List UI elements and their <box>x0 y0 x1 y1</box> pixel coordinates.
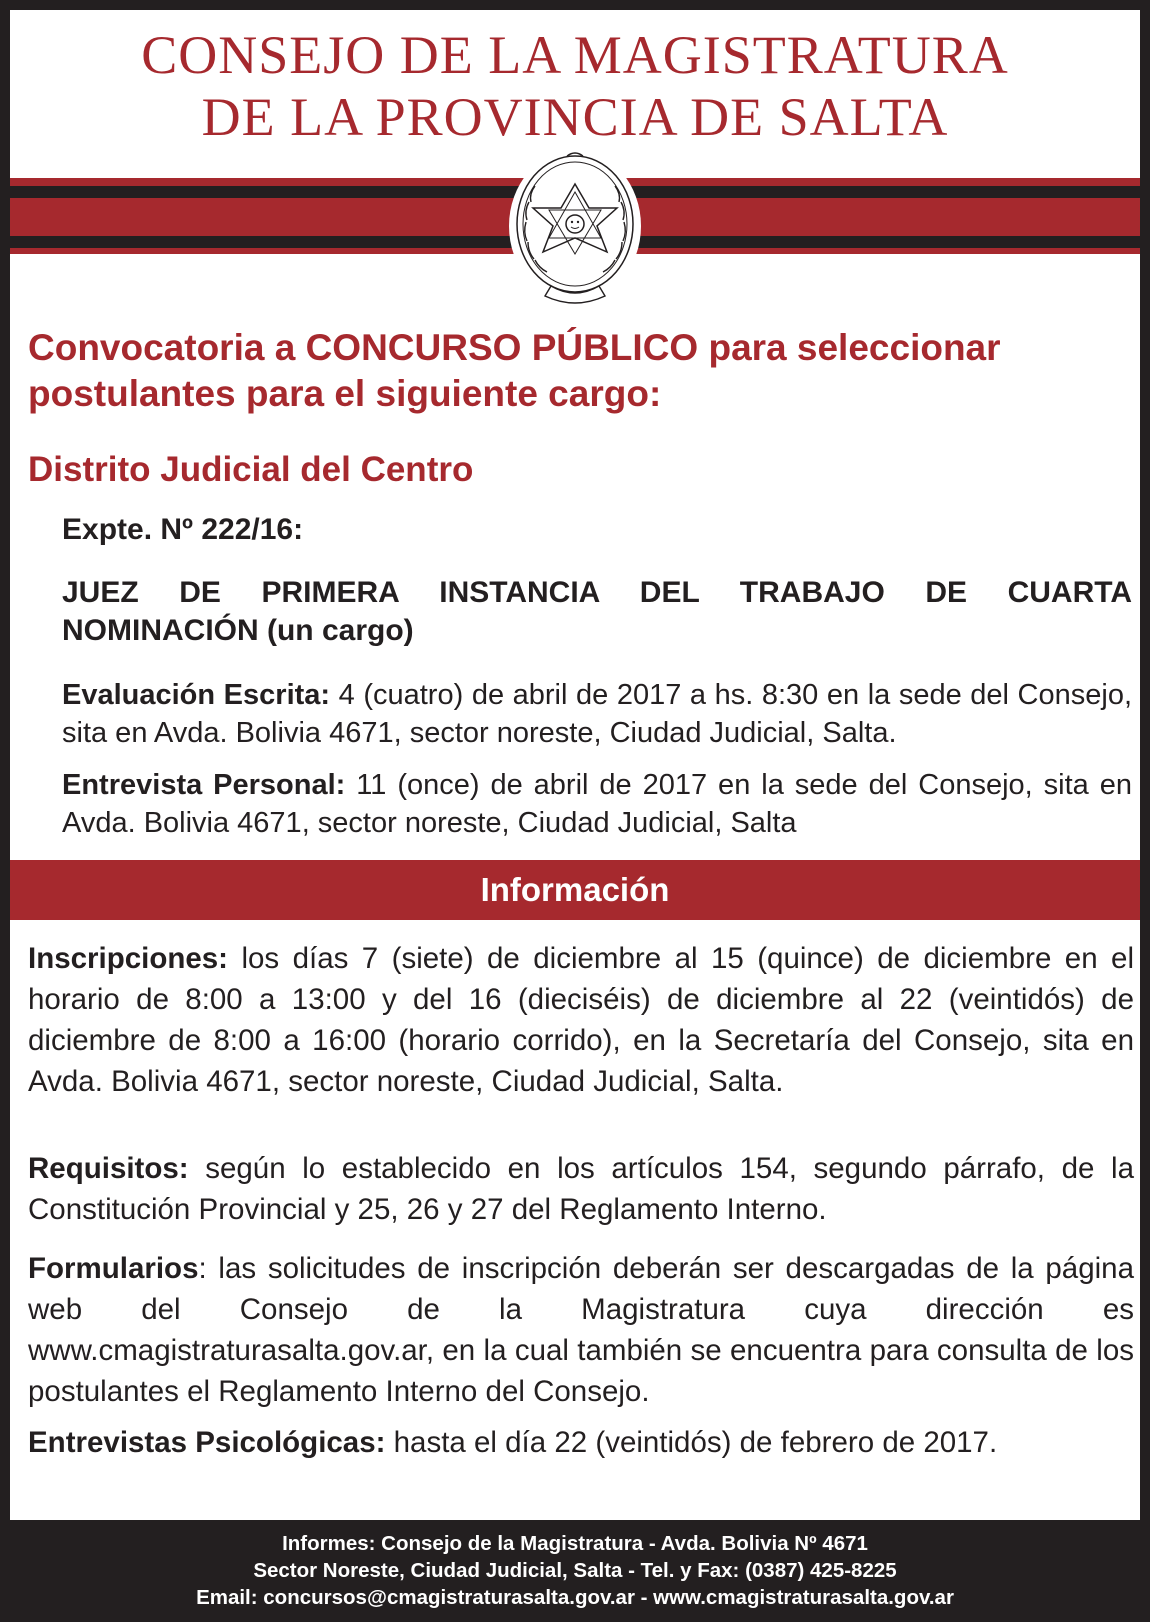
entrevista-personal <box>62 766 1132 842</box>
cargo-line2: NOMINACIÓN (un cargo) <box>62 614 414 647</box>
footer-line1: Informes: Consejo de la Magistratura - Avda. Bolivia Nº 4671 <box>282 1532 868 1555</box>
provincial-seal-icon <box>505 146 645 316</box>
convocatoria-line2: postulantes para el siguiente cargo: <box>28 373 662 414</box>
informacion-banner: Información <box>10 860 1140 920</box>
entrevista-label: Entrevista Personal: <box>62 769 346 801</box>
evaluacion-label: Evaluación Escrita: <box>62 679 331 711</box>
cargo-line1: JUEZ DE PRIMERA INSTANCIA DEL TRABAJO DE CUARTA <box>62 576 1132 609</box>
expediente-number: Expte. Nº 222/16: <box>62 513 304 546</box>
inscripciones-label: Inscripciones: <box>28 942 229 975</box>
psicologicas-text: hasta el día 22 (veintidós) de febrero de 2017. <box>385 1426 998 1459</box>
psicologicas-paragraph <box>28 1422 1134 1463</box>
formularios-paragraph <box>28 1248 1134 1412</box>
institution-title <box>10 24 1140 148</box>
institution-title-line2: DE LA PROVINCIA DE SALTA <box>201 87 949 147</box>
footer-line3: Email: concursos@cmagistraturasalta.gov.ar - www.cmagistraturasalta.gov.ar <box>196 1586 954 1609</box>
requisitos-paragraph <box>28 1148 1134 1230</box>
evaluacion-escrita <box>62 676 1132 752</box>
formularios-text: : las solicitudes de inscripción deberán ser descargadas de la página web del Consejo de la Magistratura cuya dirección es www.cmagistraturasalta.gov.ar, en la cual también se encuentra para consulta de los postulantes el Reglamento Interno del Consejo. <box>28 1252 1134 1408</box>
cargo-title <box>62 574 1132 650</box>
contact-footer <box>0 1520 1150 1611</box>
inscripciones-text: los días 7 (siete) de diciembre al 15 (quince) de diciembre en el horario de 8:00 a 13:00 y del 16 (dieciséis) de diciembre al 22 (veintidós) de diciembre de 8:00 a 16:00 (horario corrido), en la Secretaría del Consejo, sita en Avda. Bolivia 4671, sector noreste, Ciudad Judicial, Salta. <box>28 942 1134 1098</box>
inscripciones-paragraph <box>28 938 1134 1102</box>
evaluacion-text: 4 (cuatro) de abril de 2017 a hs. 8:30 en la sede del Consejo, sita en Avda. Bolivia 4671, sector noreste, Ciudad Judicial, Salta. <box>62 679 1133 749</box>
institution-title-line1: CONSEJO DE LA MAGISTRATURA <box>141 25 1009 85</box>
district-heading: Distrito Judicial del Centro <box>28 450 474 489</box>
convocatoria-heading <box>28 325 1128 417</box>
notice-sheet <box>10 10 1140 1520</box>
formularios-label: Formularios <box>28 1252 199 1285</box>
requisitos-label: Requisitos: <box>28 1152 189 1185</box>
entrevista-text: 11 (once) de abril de 2017 en la sede del Consejo, sita en Avda. Bolivia 4671, sector noreste, Ciudad Judicial, Salta <box>62 769 1132 839</box>
convocatoria-line1: Convocatoria a CONCURSO PÚBLICO para seleccionar <box>28 327 1001 368</box>
requisitos-text: según lo establecido en los artículos 154, segundo párrafo, de la Constitución Provincial y 25, 26 y 27 del Reglamento Interno. <box>28 1152 1134 1226</box>
footer-line2: Sector Noreste, Ciudad Judicial, Salta - Tel. y Fax: (0387) 425-8225 <box>253 1559 897 1582</box>
psicologicas-label: Entrevistas Psicológicas: <box>28 1426 386 1459</box>
